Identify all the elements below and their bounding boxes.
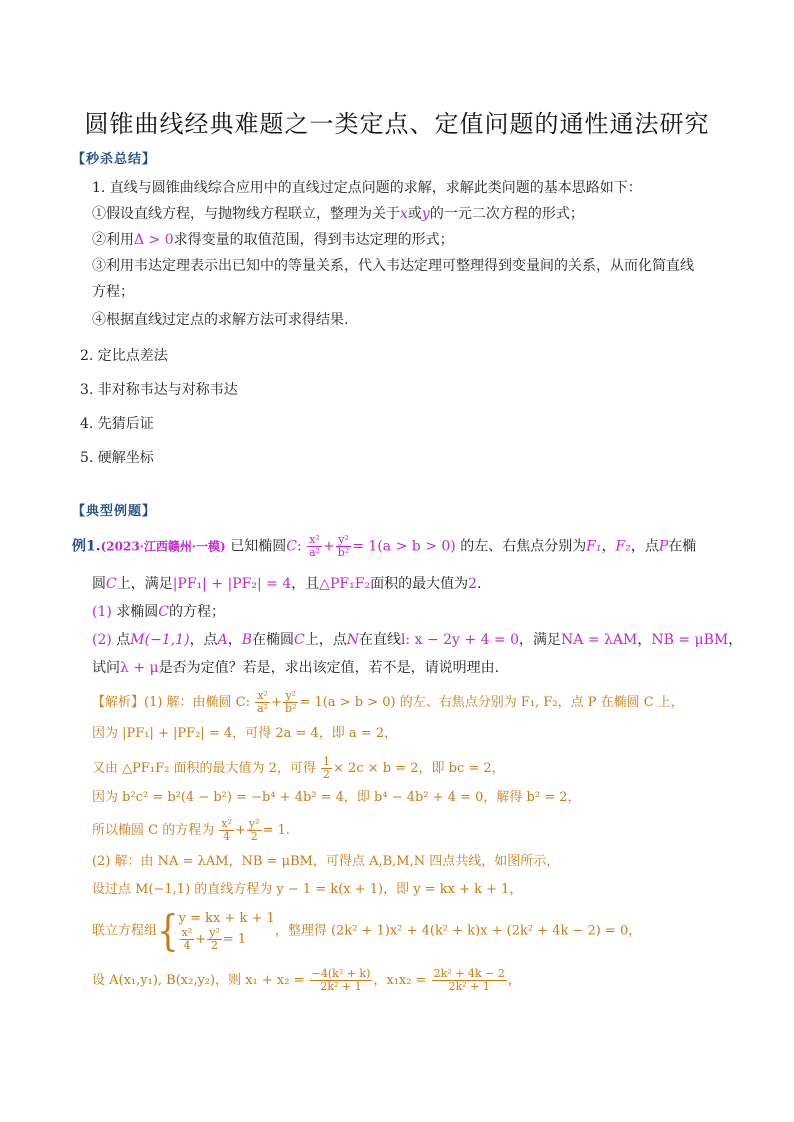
sol-frac-product: $\frac{\text{2k² + 4k − 2}}{\text{2k² + 1}}$: [433, 967, 505, 993]
example1-line1: 例1.(2023·江西赣州·一模) 已知椭圆C: $\frac{\text{x²}}{\text{a²}}$ + $\frac{\text{y²}}{\text{b²}}$ = 1(a > b > 0) 的左、右焦点分别为F₁，F₂，点P在椭: [72, 533, 697, 559]
solution-line5: 所以椭圆 C 的方程为 $\frac{\text{x²}}{4}$ + $\frac{\text{y²}}{2}$ = 1.: [92, 817, 290, 843]
question2-line2: 试问λ + μ是否为定值？若是，求出该定值，若不是，请说明理由.: [92, 660, 500, 676]
step1-text-b: 的一元二次方程的形式；: [429, 206, 584, 222]
sol-frac-half: $\frac{1}{2}$: [323, 755, 331, 781]
line-l-equation: l: x − 2y + 4 = 0: [400, 632, 520, 648]
delta-condition: Δ > 0: [134, 232, 174, 248]
focal-sum-condition: |PF₁| + |PF₂| = 4: [172, 576, 292, 592]
item5: 5. 硬解坐标: [80, 450, 154, 466]
example-source: (2023·江西赣州·一模): [100, 539, 226, 554]
var-x: x: [400, 206, 408, 222]
page-title: 圆锥曲线经典难题之一类定点、定值问题的通性通法研究: [84, 110, 710, 138]
solution-line6: (2) 解：由 NA = λAM，NB = μBM，可得点 A,B,M,N 四点共线，如图所示，: [92, 854, 560, 869]
step2-line: [92, 230, 454, 250]
step3-line-b: 方程；: [92, 284, 134, 300]
solution-line3: 又由 △PF₁F₂ 面积的最大值为 2，可得 $\frac{1}{2}$ × 2c × b = 2，即 bc = 2，: [92, 755, 505, 781]
sol-frac-x2-4: $\frac{\text{x²}}{4}$: [221, 817, 232, 843]
step2-text-b: 求得变量的取值范围，得到韦达定理的形式；: [173, 232, 454, 248]
solution-line7: 设过点 M(−1,1) 的直线方程为 y − 1 = k(x + 1)，即 y = kx + k + 1，: [92, 882, 523, 897]
sol-frac-y2-b2: $\frac{\text{y²}}{\text{b²}}$: [285, 689, 297, 715]
step1-line: [92, 204, 584, 224]
example1-line2: 圆C上，满足|PF₁| + |PF₂| = 4，且△PF₁F₂面积的最大值为2.: [92, 576, 482, 592]
max-area-value: 2: [468, 576, 478, 592]
sol-frac-y2-2: $\frac{\text{y²}}{2}$: [248, 817, 260, 843]
frac-x2-a2: $\frac{\text{x²}}{\text{a²}}$: [309, 533, 321, 559]
question2-line1: (2) 点M(−1,1)，点A，B在椭圆C上，点N在直线l: x − 2y + 4 = 0，满足NA = λAM，NB = μBM，: [92, 632, 743, 648]
system-brace: {: [157, 906, 179, 956]
question1: (1) 求椭圆C的方程；: [92, 604, 226, 620]
frac-y2-b2: $\frac{\text{y²}}{\text{b²}}$: [337, 533, 350, 559]
step3-line-a: ③利用韦达定理表示出已知中的等量关系，代入韦达定理可整理得到变量间的关系，从而化简直线: [92, 258, 694, 274]
section-heading-summary: 【秒杀总结】: [72, 152, 157, 167]
ellipse-eq-tail: = 1(a > b > 0): [352, 538, 456, 555]
ex-text-a: 已知椭圆: [230, 538, 287, 555]
example-label: 例1.: [72, 538, 101, 555]
step1-text-a: ①假设直线方程，与抛物线方程联立，整理为关于: [92, 206, 400, 222]
sol-frac-sum: $\frac{\text{−4(k² + k)}}{\text{2k² + 1}}$: [311, 967, 371, 993]
item3: 3. 非对称韦达与对称韦达: [80, 382, 238, 398]
step4-line: ④根据直线过定点的求解方法可求得结果.: [92, 312, 349, 328]
equation-system: y = kx + k + 1 $\frac{\text{x²}}{4}$ + $\frac{\text{y²}}{2}$ = 1: [178, 911, 275, 952]
var-y: y: [421, 206, 430, 222]
section-heading-examples: 【典型例题】: [72, 504, 157, 519]
step2-text-a: ②利用: [92, 232, 134, 248]
focus-F1: F₁: [586, 538, 602, 555]
solution-line9: 设 A(x₁,y₁), B(x₂,y₂)，则 x₁ + x₂ = $\frac{\text{−4(k² + k)}}{\text{2k² + 1}}$ ，x₁x₂ = $\frac{\text{2k² + 4k − 2}}{\text{2k² + 1}}$ ，: [92, 967, 521, 993]
point-P: P: [658, 538, 669, 555]
triangle-PF1F2: △PF₁F₂: [319, 576, 371, 592]
item2: 2. 定比点差法: [80, 348, 168, 364]
item1-intro: 1. 直线与圆锥曲线综合应用中的直线过定点问题的求解，求解此类问题的基本思路如下：: [92, 180, 642, 196]
solution-line1: 【解析】(1) 解：由椭圆 C: $\frac{\text{x²}}{\text{a²}}$ + $\frac{\text{y²}}{\text{b²}}$ = 1(a > b > 0) 的左、右焦点分别为 F₁, F₂，点 P 在椭圆 C 上，: [92, 689, 684, 715]
solution-line2: 因为 |PF₁| + |PF₂| = 4，可得 2a = 4，即 a = 2，: [92, 726, 398, 741]
ex-text-b: 的左、右焦点分别为: [460, 538, 587, 555]
vector-relation-1: NA = λAM: [561, 632, 638, 648]
solution-line4: 因为 b²c² = b²(4 − b²) = −b⁴ + 4b² = 4，即 b⁴ − 4b² + 4 = 0，解得 b² = 2，: [92, 790, 581, 805]
solution-line8: 联立方程组{ y = kx + k + 1 $\frac{\text{x²}}{4}$ + $\frac{\text{y²}}{2}$ = 1 ，整理得 (2k² + 1)x² + 4(k² + k)x + (2k² + 4k − 2) = 0，: [92, 906, 642, 956]
vector-relation-2: NB = μBM: [651, 632, 729, 648]
focus-F2: F₂: [615, 538, 631, 555]
sol-frac-x2-a2: $\frac{\text{x²}}{\text{a²}}$: [257, 689, 269, 715]
step1-or: 或: [407, 206, 422, 222]
ellipse-C: C: [286, 538, 297, 555]
item4: 4. 先猜后证: [80, 416, 154, 432]
